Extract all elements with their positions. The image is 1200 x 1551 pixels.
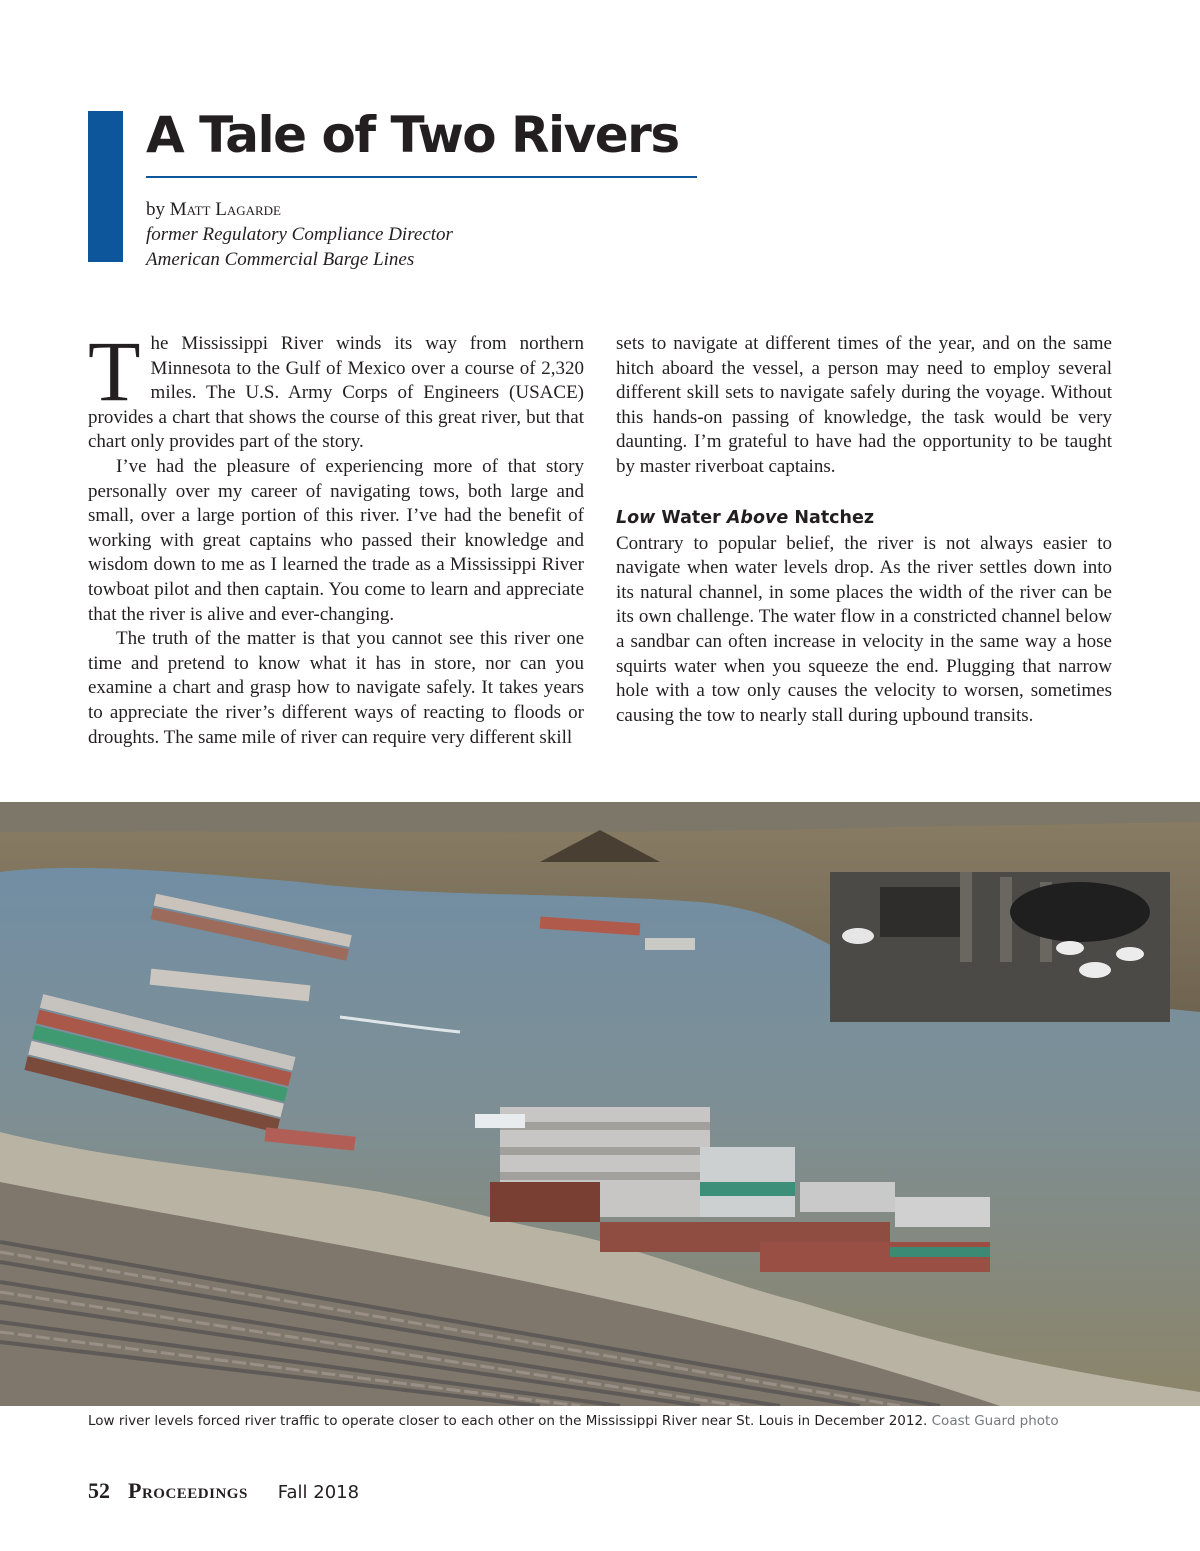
issue-date: Fall 2018 <box>277 1482 360 1503</box>
title-divider <box>146 176 697 178</box>
section-heading-part-1: Low <box>616 507 656 528</box>
section-heading-part-2: Water <box>655 507 727 528</box>
page-footer <box>88 1478 359 1504</box>
paragraph-1-text: he Mississippi River winds its way from northern Minnesota to the Gulf of Mexico over a course of 2,320 miles. The U.S. Army Corps of Engineers (USACE) provides a chart that shows the course of this great river, but that chart only provides part of the story. <box>88 333 584 453</box>
section-heading <box>616 506 1112 530</box>
body-column-right <box>616 332 1112 728</box>
author-org: American Commercial Barge Lines <box>146 249 415 270</box>
paragraph-2: I’ve had the pleasure of experiencing more of that story personally over my career of navigating tows, both large and small, over a large portion of this river. I’ve had the benefit of working with great captains who passed their knowledge and wisdom down to me as I learned the trade as a Mississippi River towboat pilot and then captain. You come to learn and appreciate that the river is alive and ever-changing. <box>88 455 584 625</box>
body-column-left <box>88 323 584 750</box>
river-barges-photo <box>0 802 1200 1406</box>
paragraph-3-start: The truth of the matter is that you cannot see this river one time and pretend to know what it has in store, nor can you examine a chart and grasp how to navigate safely. It takes years to appreciate the river’s different ways of reacting to floods or droughts. The same mile of river can require very different skill <box>88 628 584 748</box>
caption-text: Low river levels forced river traffic to operate closer to each other on the Mississippi River near St. Louis in December 2012. <box>88 1413 928 1429</box>
title-accent-bar <box>88 111 123 262</box>
publication-name: Proceedings <box>128 1478 248 1503</box>
section-heading-part-3: Above <box>726 507 789 528</box>
paragraph-1 <box>88 323 584 455</box>
paragraph-4: Contrary to popular belief, the river is not always easier to navigate when water levels drop. As the river settles down into its natural channel, in some places the width of the river can be its own challenge. The water flow in a constricted channel below a sandbar can often increase in velocity in the same way a hose squirts water when you squeeze the end. Plugging that narrow hole with a tow only causes the velocity to worsen, sometimes causing the tow to nearly stall during upbound transits. <box>616 532 1112 726</box>
byline <box>146 197 453 272</box>
drop-cap: T <box>88 323 141 419</box>
section-heading-part-4: Natchez <box>788 507 875 528</box>
author-name: Matt Lagarde <box>169 199 281 220</box>
photo-credit: Coast Guard photo <box>927 1413 1059 1429</box>
author-role: former Regulatory Compliance Director <box>146 224 453 245</box>
photo-caption <box>88 1413 1059 1429</box>
byline-prefix: by <box>146 199 170 220</box>
paragraph-3-continued: sets to navigate at different times of the year, and on the same hitch aboard the vessel, a person may need to employ several different skill sets to navigate safely during the voyage. Without this hands-on passing of knowledge, the task would be very daunting. I’m grateful to have had the opportunity to be taught by master riverboat captains. <box>616 333 1112 477</box>
page-number: 52 <box>88 1478 110 1503</box>
article-title: A Tale of Two Rivers <box>146 106 679 164</box>
